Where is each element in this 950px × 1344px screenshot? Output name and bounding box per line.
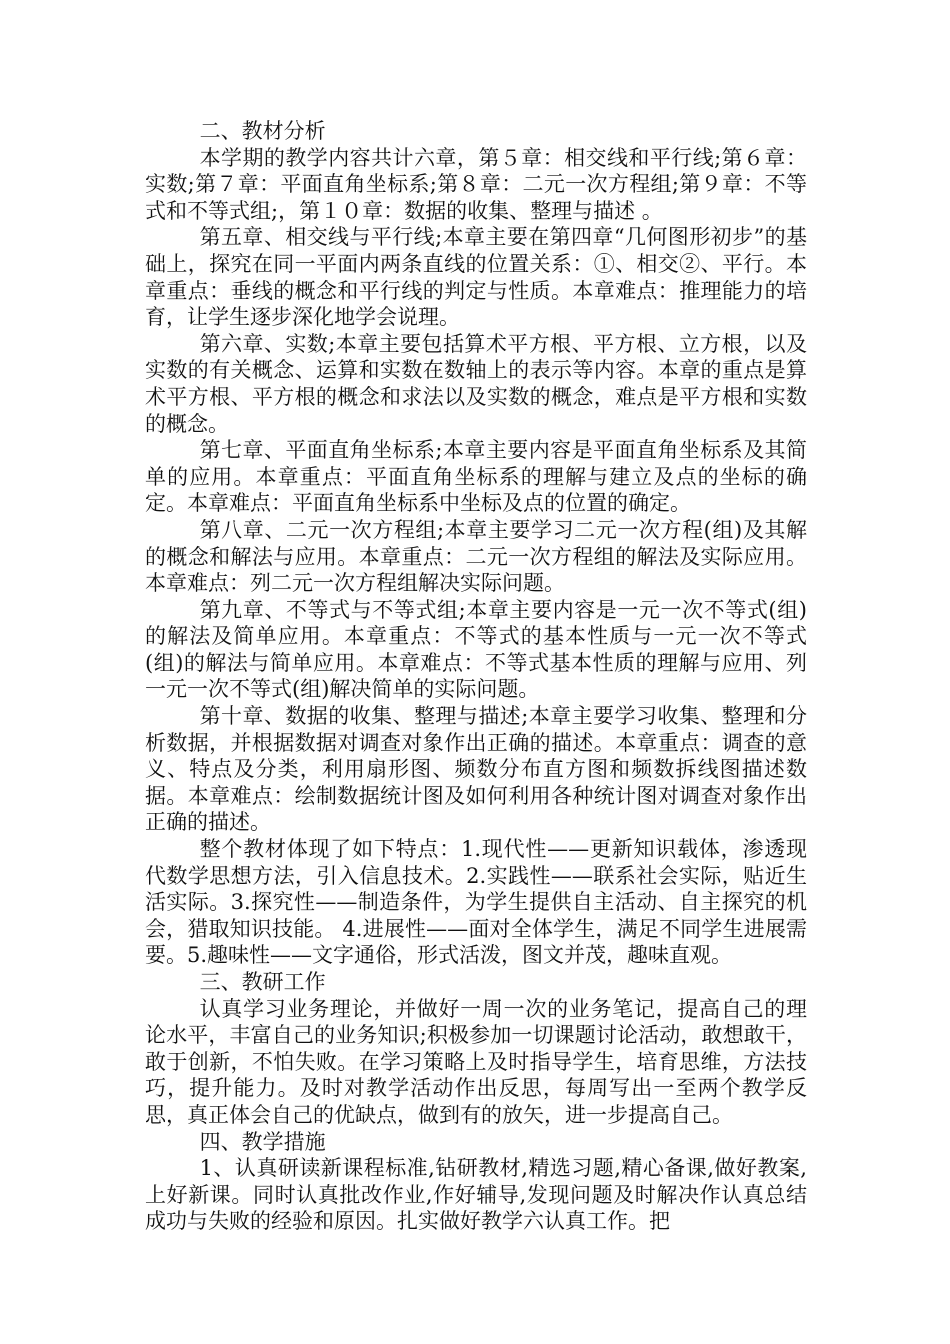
section-heading-teaching-research: 三、教研工作 bbox=[199, 970, 326, 994]
paragraph-chapter-10: 第十章、数据的收集、整理与描述;本章主要学习收集、整理和分析数据，并根据数据对调查对象作出正确的描述。本章重点：调查的意义、特点及分类，利用扇形图、频数分布直方图和频数拆线图描述数据。本章难点：绘制数据统计图及如何利用各种统计图对调查对象作出正确的描述。 bbox=[145, 704, 807, 835]
paragraph-chapter-6: 第六章、实数;本章主要包括算术平方根、平方根、立方根，以及实数的有关概念、运算和实数在数轴上的表示等内容。本章的重点是算术平方根、平方根的概念和求法以及实数的概念，难点是平方根和实数的概念。 bbox=[145, 331, 807, 436]
paragraph-chapter-5: 第五章、相交线与平行线;本章主要在第四章“几何图形初步”的基础上，探究在同一平面内两条直线的位置关系：①、相交②、平行。本章重点：垂线的概念和平行线的判定与性质。本章难点：推理能力的培育，让学生逐步深化地学会说理。 bbox=[145, 225, 807, 330]
paragraph-chapter-8: 第八章、二元一次方程组;本章主要学习二元一次方程(组)及其解的概念和解法与应用。本章重点：二元一次方程组的解法及实际应用。本章难点：列二元一次方程组解决实际问题。 bbox=[145, 517, 807, 596]
document-body bbox=[145, 118, 807, 1235]
section-heading-textbook-analysis: 二、教材分析 bbox=[199, 119, 326, 143]
section-heading-teaching-measures: 四、教学措施 bbox=[199, 1129, 326, 1154]
paragraph-measure-1: 1、认真研读新课程标准,钻研教材,精选习题,精心备课,做好教案,上好新课。同时认真批改作业,作好辅导,发现问题及时解决作认真总结成功与失败的经验和原因。扎实做好教学六认真工作。把 bbox=[145, 1156, 807, 1234]
paragraph-teaching-research: 认真学习业务理论，并做好一周一次的业务笔记，提高自己的理论水平，丰富自己的业务知识;积极参加一切课题讨论活动，敢想敢干，敢于创新，不怕失败。在学习策略上及时指导学生，培育思维，方法技巧，提升能力。及时对教学活动作出反思，每周写出一至两个教学反思，真正体会自己的优缺点，做到有的放矢，进一步提高自己。 bbox=[145, 996, 807, 1127]
paragraph-chapter-7: 第七章、平面直角坐标系;本章主要内容是平面直角坐标系及其简单的应用。本章重点：平面直角坐标系的理解与建立及点的坐标的确定。本章难点：平面直角坐标系中坐标及点的位置的确定。 bbox=[145, 438, 807, 516]
paragraph-chapter-9: 第九章、不等式与不等式组;本章主要内容是一元一次不等式(组)的解法及简单应用。本章重点：不等式的基本性质与一元一次不等式(组)的解法与简单应用。本章难点：不等式基本性质的理解与应用、列一元一次不等式(组)解决简单的实际问题。 bbox=[145, 597, 807, 702]
paragraph-content-overview: 本学期的教学内容共计六章，第５章：相交线和平行线;第６章：实数;第７章：平面直角坐标系;第８章：二元一次方程组;第９章：不等式和不等式组;，第１０章：数据的收集、整理与描述 。 bbox=[145, 145, 807, 223]
paragraph-textbook-features: 整个教材体现了如下特点：1.现代性——更新知识载体，渗透现代数学思想方法，引入信息技术。2.实践性——联系社会实际，贴近生活实际。3.探究性——制造条件，为学生提供自主活动、自主探究的机会，猎取知识技能。 4.进展性——面对全体学生，满足不同学生进展需要。5.趣味性——文字通俗，形式活泼，图文并茂，趣味直观。 bbox=[145, 837, 807, 968]
